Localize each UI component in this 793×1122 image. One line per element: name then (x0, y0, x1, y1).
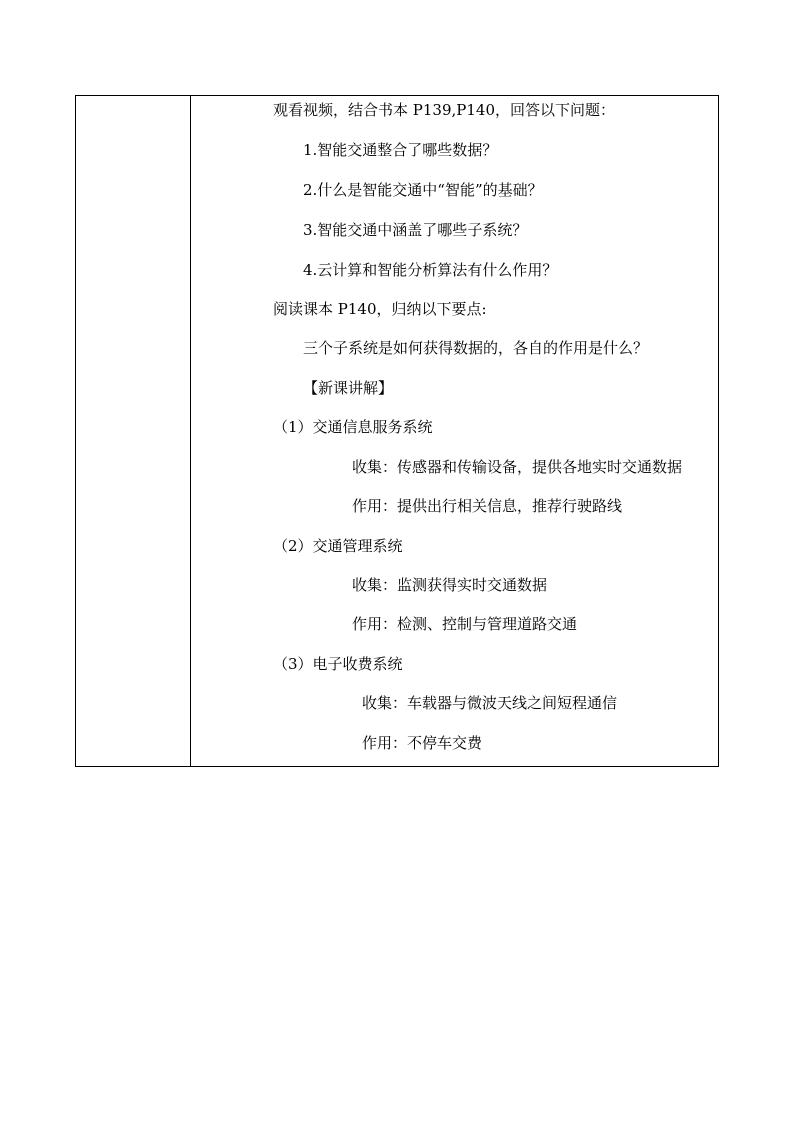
reading-question: 三个子系统是如何获得数据的，各自的作用是什么？ (303, 339, 649, 357)
question-3: 3.智能交通中涵盖了哪些子系统？ (303, 221, 528, 239)
reading-instruction: 阅读课本 P140，归纳以下要点: (273, 300, 487, 318)
question-1: 1.智能交通整合了哪些数据？ (303, 141, 498, 159)
intro-text: 观看视频，结合书本 P139,P140，回答以下问题： (273, 101, 615, 119)
section-title: 【新课讲解】 (303, 379, 394, 397)
table-right-column (191, 96, 718, 766)
system-3-role: 作用：不停车交费 (362, 734, 483, 752)
system-2-heading: （2）交通管理系统 (273, 537, 403, 555)
system-2-role: 作用：检测、控制与管理道路交通 (352, 615, 578, 633)
question-4: 4.云计算和智能分析算法有什么作用？ (303, 261, 558, 279)
system-3-collect: 收集：车载器与微波天线之间短程通信 (362, 694, 618, 712)
table-left-column (76, 96, 191, 766)
system-2-collect: 收集：监测获得实时交通数据 (352, 576, 548, 594)
question-2: 2.什么是智能交通中“智能”的基础？ (303, 181, 543, 199)
system-1-heading: （1）交通信息服务系统 (273, 418, 433, 436)
lesson-table (75, 95, 719, 767)
system-1-role: 作用：提供出行相关信息，推荐行驶路线 (352, 497, 623, 515)
system-3-heading: （3）电子收费系统 (273, 655, 403, 673)
system-1-collect: 收集：传感器和传输设备，提供各地实时交通数据 (352, 458, 683, 476)
